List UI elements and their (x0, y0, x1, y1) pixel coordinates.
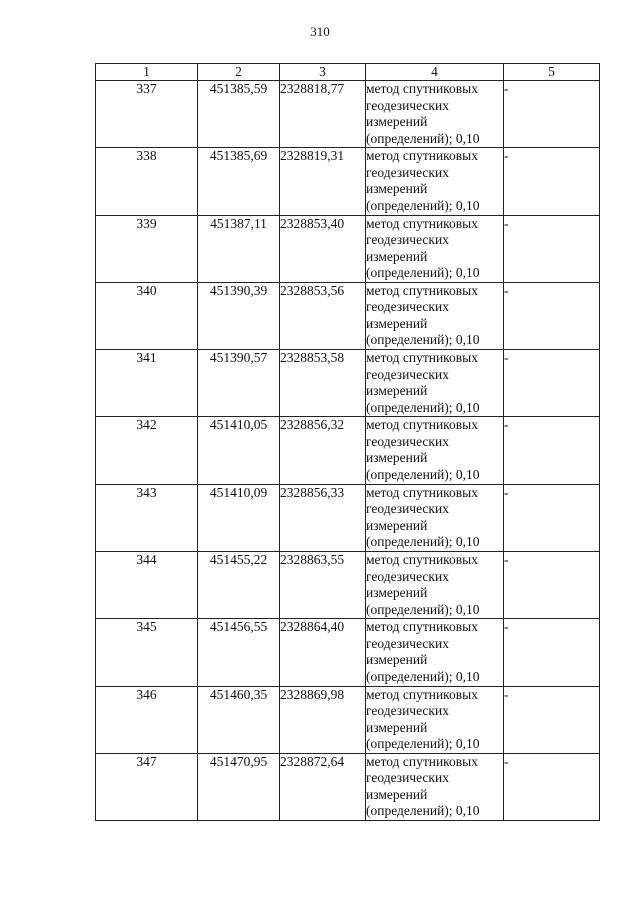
x-coordinate-cell: 451385,59 (198, 81, 280, 148)
column-header: 5 (504, 64, 600, 81)
x-coordinate-cell: 451385,69 (198, 148, 280, 215)
x-coordinate-cell: 451455,22 (198, 552, 280, 619)
x-coordinate-cell: 451410,09 (198, 484, 280, 551)
method-line: (определений); 0,10 (366, 130, 480, 146)
method-line: измерений (366, 114, 428, 129)
table-row (96, 484, 600, 551)
method-line: геодезических (366, 164, 449, 180)
table-body (96, 81, 600, 821)
method-cell (366, 215, 504, 282)
method-cell (366, 686, 504, 753)
point-number-cell: 341 (96, 350, 198, 417)
method-line: метод спутниковых (366, 484, 478, 500)
x-coordinate-cell: 451387,11 (198, 215, 280, 282)
y-coordinate-cell: 2328853,40 (280, 215, 366, 282)
method-line: измерений (366, 719, 428, 735)
y-coordinate-cell: 2328853,58 (280, 350, 366, 417)
method-cell (366, 282, 504, 349)
method-line: (определений); 0,10 (366, 803, 480, 819)
note-cell: - (504, 552, 600, 619)
y-coordinate-cell: 2328864,40 (280, 619, 366, 686)
table-row (96, 552, 600, 619)
method-line: измерений (366, 585, 428, 601)
method-line: метод спутниковых (366, 417, 478, 433)
column-header: 2 (198, 64, 280, 81)
method-line: (определений); 0,10 (366, 466, 480, 482)
method-cell (366, 619, 504, 686)
note-cell: - (504, 686, 600, 753)
point-number-cell: 339 (96, 215, 198, 282)
column-header: 4 (366, 64, 504, 81)
method-line: измерений (366, 517, 428, 533)
point-number-cell: 337 (96, 81, 198, 148)
coordinates-table (95, 63, 600, 821)
method-line: метод спутниковых (366, 282, 478, 298)
method-line: геодезических (366, 433, 449, 449)
method-line: геодезических (366, 703, 449, 719)
method-line: геодезических (366, 366, 449, 382)
method-line: метод спутниковых (366, 81, 478, 96)
table-row (96, 753, 600, 820)
method-line: измерений (366, 786, 428, 802)
method-line: метод спутниковых (366, 215, 478, 231)
note-cell: - (504, 619, 600, 686)
x-coordinate-cell: 451460,35 (198, 686, 280, 753)
x-coordinate-cell: 451390,57 (198, 350, 280, 417)
x-coordinate-cell: 451470,95 (198, 753, 280, 820)
table-row (96, 215, 600, 282)
note-cell: - (504, 81, 600, 148)
method-line: измерений (366, 450, 428, 466)
note-cell: - (504, 350, 600, 417)
method-line: геодезических (366, 635, 449, 651)
note-cell: - (504, 148, 600, 215)
note-cell: - (504, 282, 600, 349)
method-line: (определений); 0,10 (366, 668, 480, 684)
column-header: 3 (280, 64, 366, 81)
x-coordinate-cell: 451410,05 (198, 417, 280, 484)
method-line: (определений); 0,10 (366, 197, 480, 213)
note-cell: - (504, 753, 600, 820)
method-line: геодезических (366, 770, 449, 786)
y-coordinate-cell: 2328819,31 (280, 148, 366, 215)
method-cell (366, 753, 504, 820)
method-cell (366, 81, 504, 148)
table-row (96, 350, 600, 417)
point-number-cell: 344 (96, 552, 198, 619)
method-line: измерений (366, 652, 428, 668)
method-line: измерений (366, 248, 428, 264)
note-cell: - (504, 484, 600, 551)
table-row (96, 81, 600, 148)
method-line: измерений (366, 181, 428, 197)
method-line: геодезических (366, 97, 449, 113)
y-coordinate-cell: 2328856,33 (280, 484, 366, 551)
point-number-cell: 347 (96, 753, 198, 820)
method-cell (366, 417, 504, 484)
method-line: (определений); 0,10 (366, 601, 480, 617)
y-coordinate-cell: 2328856,32 (280, 417, 366, 484)
method-cell (366, 350, 504, 417)
point-number-cell: 340 (96, 282, 198, 349)
y-coordinate-cell: 2328863,55 (280, 552, 366, 619)
method-line: (определений); 0,10 (366, 332, 480, 348)
page-number: 310 (310, 24, 330, 39)
y-coordinate-cell: 2328872,64 (280, 753, 366, 820)
method-line: геодезических (366, 232, 449, 248)
method-line: метод спутниковых (366, 619, 478, 635)
table-header-row (96, 64, 600, 81)
method-cell (366, 148, 504, 215)
point-number-cell: 338 (96, 148, 198, 215)
point-number-cell: 346 (96, 686, 198, 753)
method-cell (366, 484, 504, 551)
table-row (96, 282, 600, 349)
method-line: (определений); 0,10 (366, 736, 480, 752)
method-line: метод спутниковых (366, 686, 478, 702)
method-line: метод спутниковых (366, 552, 478, 568)
column-header: 1 (96, 64, 198, 81)
point-number-cell: 343 (96, 484, 198, 551)
y-coordinate-cell: 2328869,98 (280, 686, 366, 753)
method-line: (определений); 0,10 (366, 399, 480, 415)
table-row (96, 417, 600, 484)
y-coordinate-cell: 2328818,77 (280, 81, 366, 148)
x-coordinate-cell: 451390,39 (198, 282, 280, 349)
table-row (96, 686, 600, 753)
y-coordinate-cell: 2328853,56 (280, 282, 366, 349)
method-line: измерений (366, 315, 428, 331)
note-cell: - (504, 215, 600, 282)
method-line: геодезических (366, 568, 449, 584)
method-line: метод спутниковых (366, 753, 478, 769)
method-line: (определений); 0,10 (366, 265, 480, 281)
point-number-cell: 345 (96, 619, 198, 686)
method-line: (определений); 0,10 (366, 534, 480, 550)
x-coordinate-cell: 451456,55 (198, 619, 280, 686)
table-row (96, 148, 600, 215)
point-number-cell: 342 (96, 417, 198, 484)
method-line: метод спутниковых (366, 350, 478, 366)
table-row (96, 619, 600, 686)
method-line: метод спутниковых (366, 148, 478, 164)
method-cell (366, 552, 504, 619)
method-line: геодезических (366, 501, 449, 517)
note-cell: - (504, 417, 600, 484)
method-line: геодезических (366, 299, 449, 315)
method-line: измерений (366, 383, 428, 399)
